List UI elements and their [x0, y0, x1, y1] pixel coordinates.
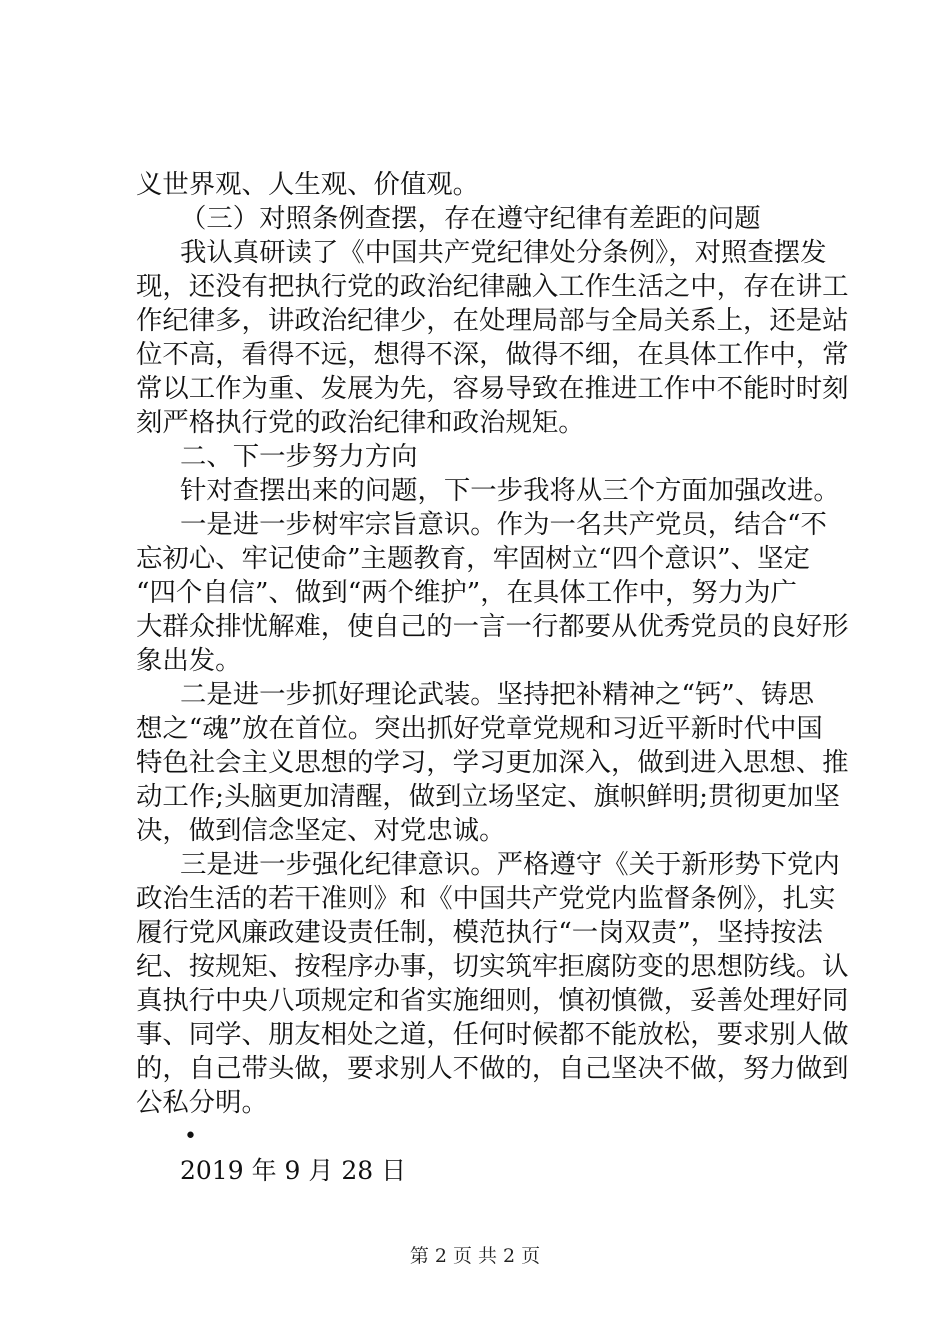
document-body [136, 168, 849, 1188]
text-line: 三是进一步强化纪律意识。严格遵守《关于新形势下党内 [180, 849, 840, 880]
section-heading: 二、下一步努力方向 [180, 441, 418, 472]
text-line: 决，做到信念坚定、对党忠诚。 [136, 815, 506, 846]
section-heading: （三）对照条例查摆，存在遵守纪律有差距的问题 [180, 203, 761, 234]
text-line: 刻严格执行党的政治纪律和政治规矩。 [136, 407, 585, 438]
bullet-mark: • [184, 1124, 197, 1149]
text-line: 想之“魂”放在首位。突出抓好党章党规和习近平新时代中国 [136, 713, 823, 744]
text-line: 作纪律多，讲政治纪律少，在处理局部与全局关系上，还是站 [136, 305, 849, 336]
text-line: 真执行中央八项规定和省实施细则，慎初慎微，妥善处理好同 [136, 985, 849, 1016]
text-line: 位不高，看得不远，想得不深，做得不细，在具体工作中，常 [136, 339, 849, 370]
text-line: 忘初心、牢记使命”主题教育，牢固树立“四个意识”、坚定 [136, 543, 810, 574]
text-line: 事、同学、朋友相处之道，任何时候都不能放松，要求别人做 [136, 1019, 849, 1050]
text-line: 特色社会主义思想的学习，学习更加深入，做到进入思想、推 [136, 747, 849, 778]
text-line: 政治生活的若干准则》和《中国共产党党内监督条例》，扎实 [136, 883, 836, 914]
text-line: 公私分明。 [136, 1087, 268, 1118]
page-footer: 第 2 页 共 2 页 [409, 1245, 541, 1267]
document-date: 2019 年 9 月 28 日 [180, 1156, 407, 1185]
text-line: 的，自己带头做，要求别人不做的，自己坚决不做，努力做到 [136, 1053, 849, 1084]
text-line: 动工作;头脑更加清醒，做到立场坚定、旗帜鲜明;贯彻更加坚 [136, 781, 840, 812]
text-line: 针对查摆出来的问题，下一步我将从三个方面加强改进。 [180, 475, 840, 506]
text-line: “四个自信”、做到“两个维护”，在具体工作中，努力为广 [136, 577, 797, 608]
text-line: 常以工作为重、发展为先，容易导致在推进工作中不能时时刻 [136, 373, 849, 404]
text-line: 纪、按规矩、按程序办事，切实筑牢拒腐防变的思想防线。认 [136, 951, 849, 982]
text-line: 一是进一步树牢宗旨意识。作为一名共产党员，结合“不 [180, 509, 827, 540]
text-line: 义世界观、人生观、价值观。 [136, 169, 480, 200]
text-line: 象出发。 [136, 645, 242, 676]
text-line: 我认真研读了《中国共产党纪律处分条例》，对照查摆发 [180, 237, 827, 268]
text-line: 现，还没有把执行党的政治纪律融入工作生活之中，存在讲工 [136, 271, 849, 302]
text-line: 履行党风廉政建设责任制，模范执行“一岗双责”，坚持按法 [136, 917, 823, 948]
text-line: 二是进一步抓好理论武装。坚持把补精神之“钙”、铸思 [180, 679, 814, 710]
text-line: 大群众排忧解难，使自己的一言一行都要从优秀党员的良好形 [136, 611, 849, 642]
